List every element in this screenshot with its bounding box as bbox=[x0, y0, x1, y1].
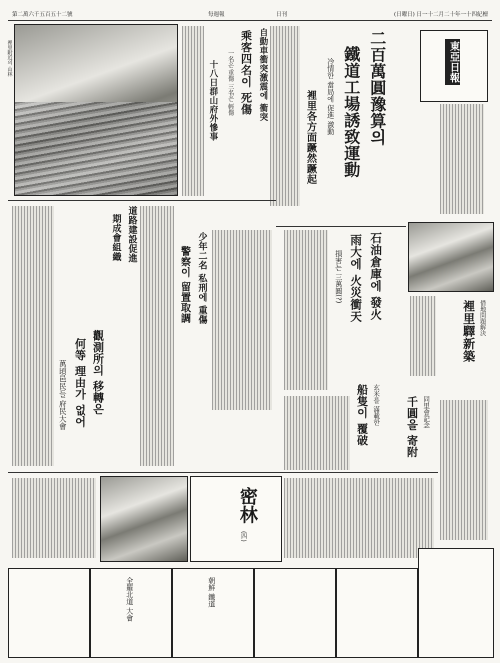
issue-date: (日曜日) 日一十二月二十年一十四紀檀 bbox=[393, 12, 488, 18]
bottom-ad bbox=[254, 568, 336, 658]
paper-name: 日刊 bbox=[276, 12, 288, 18]
lead-headline-1: 二百萬圓豫算의 bbox=[367, 30, 387, 146]
divider bbox=[8, 472, 438, 473]
ship-body bbox=[284, 396, 350, 470]
road-headline-2: 期成會組織 bbox=[110, 214, 121, 262]
oil-subhead: 損害는 三萬圓(?) bbox=[334, 250, 343, 304]
lead-body bbox=[270, 26, 300, 206]
paper-type: 每週報 bbox=[208, 12, 225, 18]
police-body bbox=[212, 230, 272, 410]
bottom-ad bbox=[172, 568, 254, 658]
road-headline-1: 道路建設促進 bbox=[126, 206, 137, 263]
lead-headline-2: 鐵道工場誘致運動 bbox=[341, 46, 361, 178]
bottom-ad-text: 全羅北道 大會 bbox=[125, 577, 134, 622]
serial-box bbox=[190, 476, 282, 562]
left-column-text bbox=[12, 206, 54, 466]
railway-subhead: 借地問題解決 bbox=[478, 300, 486, 336]
ship-headline: 船隻이 覆破 bbox=[355, 384, 369, 446]
landscape-photo bbox=[14, 24, 178, 196]
top-right-ad-text: 東亞日報 bbox=[445, 39, 460, 85]
oil-body bbox=[284, 230, 328, 390]
far-right-text bbox=[440, 400, 488, 540]
bottom-ad bbox=[336, 568, 418, 658]
observatory-subhead: 萬頃邑民들 府民大會 bbox=[58, 360, 68, 430]
bus-subhead: 十八日群山府外慘事 bbox=[207, 60, 218, 141]
observatory-headline-2: 何等 理由가 없어 bbox=[73, 338, 87, 428]
left-bottom-text bbox=[12, 478, 96, 558]
bus-headline-2: 乘客四名이 死傷 bbox=[239, 30, 253, 115]
bottom-ad bbox=[8, 568, 90, 658]
bus-headline-1: 自動車衝突激震에 衝突 bbox=[257, 28, 268, 122]
serial-illustration bbox=[100, 476, 188, 562]
serial-title: 密林 bbox=[236, 487, 258, 524]
railway-headline: 裡里驛新築 bbox=[461, 300, 476, 363]
photo-caption: 裡里附近의 山林 bbox=[6, 40, 13, 77]
lead-sub-1: 冷情한 當局에 促進 激動 bbox=[326, 58, 335, 135]
ship-subhead: 玄米를 滿載한 bbox=[372, 384, 381, 426]
anniversary-headline: 千圓을 寄附 bbox=[405, 396, 419, 458]
bus-body bbox=[182, 26, 204, 196]
police-headline-1: 少年二名 私刑에 重傷 bbox=[196, 232, 207, 325]
bottom-ad-text: 朝鮮 鐵道 bbox=[207, 577, 216, 608]
top-right-ad bbox=[420, 30, 488, 102]
divider bbox=[8, 200, 276, 201]
divider bbox=[276, 226, 406, 227]
bottom-ad bbox=[90, 568, 172, 658]
oil-headline-1: 石油倉庫에 發火 bbox=[369, 232, 384, 321]
machinery-photo bbox=[408, 222, 494, 292]
middle-column-text bbox=[140, 206, 174, 466]
serial-body bbox=[284, 478, 434, 558]
masthead bbox=[8, 6, 492, 21]
anniversary-subhead: 同里會記念 bbox=[422, 396, 431, 429]
police-headline-2: 警察이 留置取調 bbox=[178, 246, 190, 324]
issue-number: 第二萬六千五百五十二號 bbox=[12, 12, 73, 18]
bottom-ad bbox=[418, 548, 494, 658]
serial-part: (四) bbox=[239, 531, 247, 542]
observatory-headline-1: 觀測所의 移轉은 bbox=[91, 330, 105, 415]
oil-headline-2: 雨大에 火災衝天 bbox=[349, 234, 364, 323]
bus-detail: 一名은 重傷 三名은 輕傷 bbox=[226, 50, 234, 116]
right-column-text bbox=[440, 104, 484, 214]
lead-sub-2: 裡里各方面蹶然蹶起 bbox=[304, 90, 316, 185]
right-column-text bbox=[410, 296, 436, 376]
